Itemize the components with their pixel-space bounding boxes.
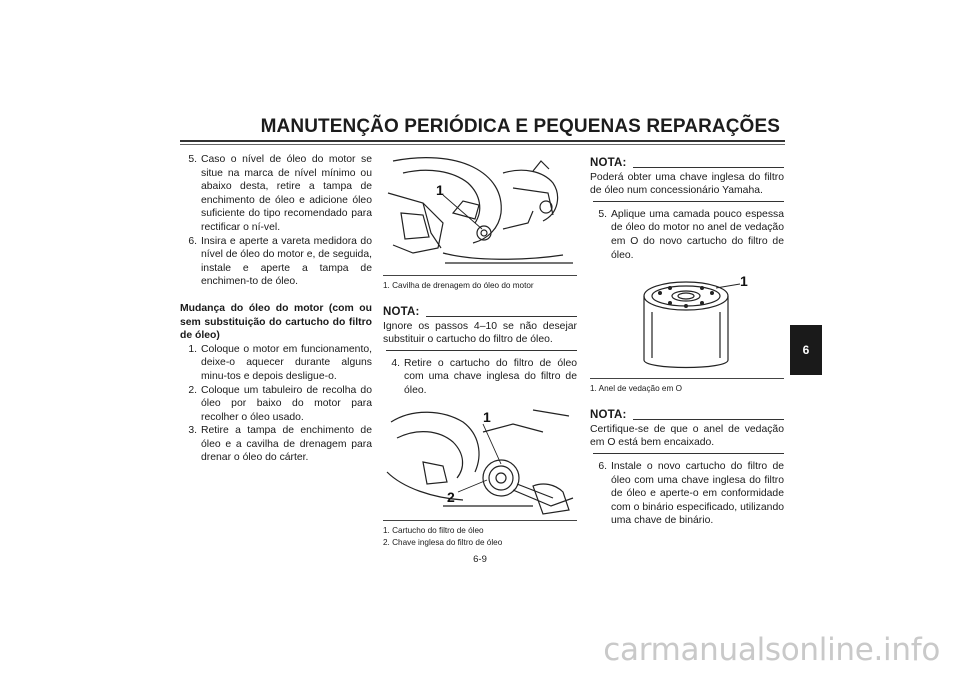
step-text: Retire o cartucho do filtro de óleo com uma chave inglesa do filtro de óleo. (404, 357, 577, 396)
column-middle (383, 153, 577, 549)
figure-caption: 1. Anel de vedação em O (590, 384, 682, 394)
column-right (590, 153, 784, 528)
note-label: NOTA: (590, 157, 627, 169)
note-text: Certifique-se de que o anel de vedação em O está bem encaixado. (590, 423, 784, 449)
step-number: 6. (598, 460, 607, 472)
note-rule (633, 167, 784, 168)
figure-callout-1: 1 (483, 408, 491, 425)
figure-oil-filter (590, 266, 784, 379)
step-2 (180, 384, 372, 425)
watermark: carmanualsonline.info (603, 632, 940, 668)
step-number: 5. (598, 208, 607, 220)
figure-callout-2: 2 (447, 488, 455, 505)
note-label: NOTA: (590, 409, 627, 422)
note-text: Poderá obter uma chave inglesa do filtro de óleo num concessionário Yamaha. (590, 171, 784, 197)
step-text: Instale o novo cartucho do filtro de óleo com uma chave inglesa do filtro de óleo e aperte-o em conformidade com o binário especificado, utilizando uma chave de binário. (611, 460, 784, 527)
note-heading (590, 409, 784, 423)
figure-drain-bolt (383, 153, 577, 276)
note-heading (590, 157, 784, 171)
figure-caption: 1. Cavilha de drenagem do óleo do motor (383, 281, 534, 290)
step-text: Caso o nível de óleo do motor se situe na marca de nível mínimo ou abaixo desta, retire a tampa de enchimento de óleo e adicione óleo suficiente do tipo recomendado para rectificar o ní-vel. (201, 154, 372, 233)
step-3 (180, 424, 372, 465)
step-text: Retire a tampa de enchimento de óleo e a cavilha de drenagem para drenar o óleo do cárter. (201, 425, 372, 464)
step-6-top (180, 235, 372, 289)
step-5 (590, 208, 784, 262)
step-5-top (180, 153, 372, 235)
title-rule (180, 140, 785, 142)
title-rule-thin (180, 144, 785, 145)
note-rule (633, 419, 784, 420)
step-text: Aplique uma camada pouco espessa de óleo do motor no anel de vedação em O do novo cartucho do filtro de óleo. (611, 208, 784, 261)
figure-callout: 1 (740, 273, 748, 290)
step-4 (383, 357, 577, 398)
step-number: 2. (188, 384, 197, 396)
note-heading (383, 306, 577, 320)
figure-callout: 1 (436, 182, 444, 198)
step-number: 4. (391, 357, 400, 369)
engine-drain-bolt-illustration (383, 153, 577, 275)
filter-wrench-illustration (383, 402, 577, 520)
note-text: Ignore os passos 4–10 se não desejar substituir o cartucho do filtro de óleo. (383, 320, 577, 346)
step-text: Coloque o motor em funcionamento, deixe-o aquecer durante alguns minu-tos e depois desligue-o. (201, 343, 372, 382)
page-title: MANUTENÇÃO PERIÓDICA E PEQUENAS REPARAÇÕES (260, 116, 780, 137)
note-end-rule (593, 201, 784, 202)
figure-caption-2: 2. Chave inglesa do filtro de óleo (383, 537, 503, 547)
step-text: Coloque um tabuleiro de recolha do óleo por baixo do motor para recolher o óleo usado. (201, 384, 372, 423)
note-end-rule (593, 453, 784, 454)
figure-filter-removal (383, 402, 577, 521)
section-subheading: Mudança do óleo do motor (com ou sem substituição do cartucho do filtro de óleo) (180, 302, 372, 342)
note-label: NOTA: (383, 306, 420, 318)
step-number: 6. (188, 235, 197, 247)
note-end-rule (386, 350, 577, 351)
step-text: Insira e aperte a vareta medidora do nível de óleo do motor e, de seguida, instale e aperte a tampa de enchimen-to de óleo. (201, 235, 372, 288)
step-number: 5. (188, 154, 197, 165)
step-number: 1. (188, 343, 197, 355)
note-rule (426, 316, 577, 317)
oil-filter-cartridge-illustration (590, 266, 784, 378)
chapter-tab: 6 (790, 325, 822, 375)
figure-caption-1: 1. Cartucho do filtro de óleo (383, 525, 484, 535)
column-left (180, 153, 372, 465)
step-number: 3. (188, 425, 197, 437)
page-number: 6-9 (473, 554, 487, 565)
step-6 (590, 460, 784, 528)
step-1 (180, 343, 372, 384)
